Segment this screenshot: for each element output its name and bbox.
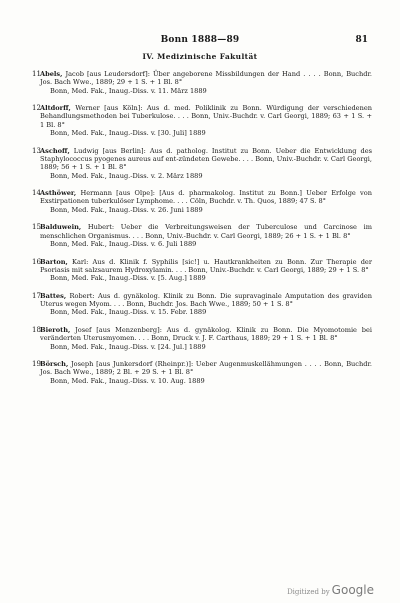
entry-text: Karl: Aus d. Klinik f. Syphilis [sic!] u. Hautkrankheiten zu Bonn. Zur Therapie der Psoriasis mit salzsaurem Hydroxylamin. . . . Bonn, Univ.-Buchdr. v. Carl Georgi, 1889; 29 + 1 S. 8°: [40, 257, 372, 274]
bibliography-entry: [32, 360, 372, 385]
page-number: 81: [355, 35, 368, 45]
entry-dissertation-note: Bonn, Med. Fak., Inaug.-Diss. v. 15. Febr. 1889: [50, 308, 207, 317]
bibliography-entry: [32, 104, 372, 137]
entry-author: Bieroth,: [40, 325, 71, 334]
entry-author: Balduwein,: [40, 223, 82, 232]
running-title: Bonn 1888—89: [160, 35, 240, 45]
entry-number: 18: [32, 325, 41, 334]
entry-number: 14: [32, 189, 41, 198]
entry-dissertation-note: Bonn, Med. Fak., Inaug.-Diss. v. 6. Juli 1889: [50, 239, 197, 248]
digitization-watermark: [287, 583, 374, 597]
entry-number: 12: [32, 104, 41, 113]
bibliography-entry: [32, 70, 372, 95]
bibliography-entry: [32, 292, 372, 317]
bibliography-entry: [32, 326, 372, 351]
entry-number: 17: [32, 291, 41, 300]
section-heading: IV. Medizinische Fakultät: [142, 52, 258, 61]
watermark-brand: Google: [331, 583, 374, 597]
entry-number: 16: [32, 257, 41, 266]
bibliography-entry: [32, 258, 372, 283]
entry-number: 15: [32, 223, 41, 232]
entry-author: Altdorff,: [40, 104, 71, 113]
entry-text: Ludwig [aus Berlin]: Aus d. patholog. Institut zu Bonn. Ueber die Entwicklung des Staphylococcus pyogenes aureus auf ent-zündeten Gewebe. . . . Bonn, Univ.-Buchdr. v. Carl Georgi, 1889; 56 + 1 S. + 1 Bl. 8°: [40, 146, 372, 172]
entry-number: 19: [32, 360, 41, 369]
entry-dissertation-note: Bonn, Med. Fak., Inaug.-Diss. v. [5. Aug.] 1889: [50, 274, 206, 283]
entry-dissertation-note: Bonn, Med. Fak., Inaug.-Diss. v. 11. März 1889: [50, 86, 207, 95]
entry-text: Hermann [aus Olpe]: [Aus d. pharmakolog. Institut zu Bonn.] Ueber Erfolge von Exstirpationen tuberkulöser Lymphome. . . . Cöln, Buchdr. v. Th. Quos, 1889; 47 S. 8°: [40, 189, 372, 206]
entry-author: Börsch,: [40, 360, 69, 369]
entry-text: Josef [aus Menzenberg]: Aus d. gynäkolog. Klinik zu Bonn. Die Myomotomie bei veränderten Uterusmyomen. . . . Bonn, Druck v. J. F. Carthaus, 1889; 29 + 1 S. + 1 Bl. 8°: [40, 325, 372, 343]
entry-number: 11: [32, 70, 41, 78]
bibliography-list: [32, 70, 372, 394]
entry-text: Joseph [aus Junkersdorf (Rheinpr.)]: Ueber Augenmuskellähmungen . . . . Bonn, Buchdr. Jos. Bach Wwe., 1889; 2 Bl. + 29 S. + 1 Bl. 8°: [40, 360, 372, 377]
entry-dissertation-note: Bonn, Med. Fak., Inaug.-Diss. v. 10. Aug. 1889: [50, 376, 205, 385]
running-header: [0, 35, 400, 47]
entry-text: Robert: Aus d. gynäkolog. Klinik zu Bonn. Die supravaginale Amputation des graviden Uterus wegen Myom. . . . Bonn, Buchdr. Jos. Bach Wwe., 1889; 50 + 1 S. 8°: [40, 291, 372, 309]
bibliography-entry: [32, 189, 372, 214]
entry-author: Aschoff,: [40, 146, 70, 155]
entry-dissertation-note: Bonn, Med. Fak., Inaug.-Diss. v. 2. März 1889: [50, 171, 203, 180]
entry-dissertation-note: Bonn, Med. Fak., Inaug.-Diss. v. [24. Jul.] 1889: [50, 342, 206, 351]
entry-author: Battes,: [40, 291, 67, 300]
entry-text: Werner [aus Köln]: Aus d. med. Poliklinik zu Bonn. Würdigung der verschiedenen Behandlungsmethoden bei Tuberkulose. . . . Bonn, Univ.-Buchdr. v. Carl Georgi, 1889; 63 + 1 S. + 1 Bl. 8°: [40, 104, 372, 129]
watermark-prefix: Digitized by: [287, 588, 330, 596]
bibliography-entry: [32, 147, 372, 180]
entry-author: Abels,: [40, 70, 63, 78]
entry-text: Hubert: Ueber die Verbreitungsweisen der Tuberculose und Carcinose im menschlichen Organismus. . . . Bonn, Univ.-Buchdr. v. Carl Georgi, 1889; 26 + 1 S. + 1 Bl. 8°: [40, 223, 372, 240]
entry-author: Asthöwer,: [40, 189, 77, 198]
entry-dissertation-note: Bonn, Med. Fak., Inaug.-Diss. v. 26. Juni 1889: [50, 205, 203, 214]
entry-number: 13: [32, 146, 41, 155]
entry-dissertation-note: Bonn, Med. Fak., Inaug.-Diss. v. [30. Juli] 1889: [50, 129, 206, 138]
entry-text: Jacob [aus Leudersdorf]: Über angeborene Missbildungen der Hand . . . . Bonn, Buchdr. Jos. Bach Wwe., 1889; 29 + 1 S. + 1 Bl. 8°: [40, 70, 372, 87]
bibliography-entry: [32, 223, 372, 248]
entry-author: Barton,: [40, 257, 68, 266]
